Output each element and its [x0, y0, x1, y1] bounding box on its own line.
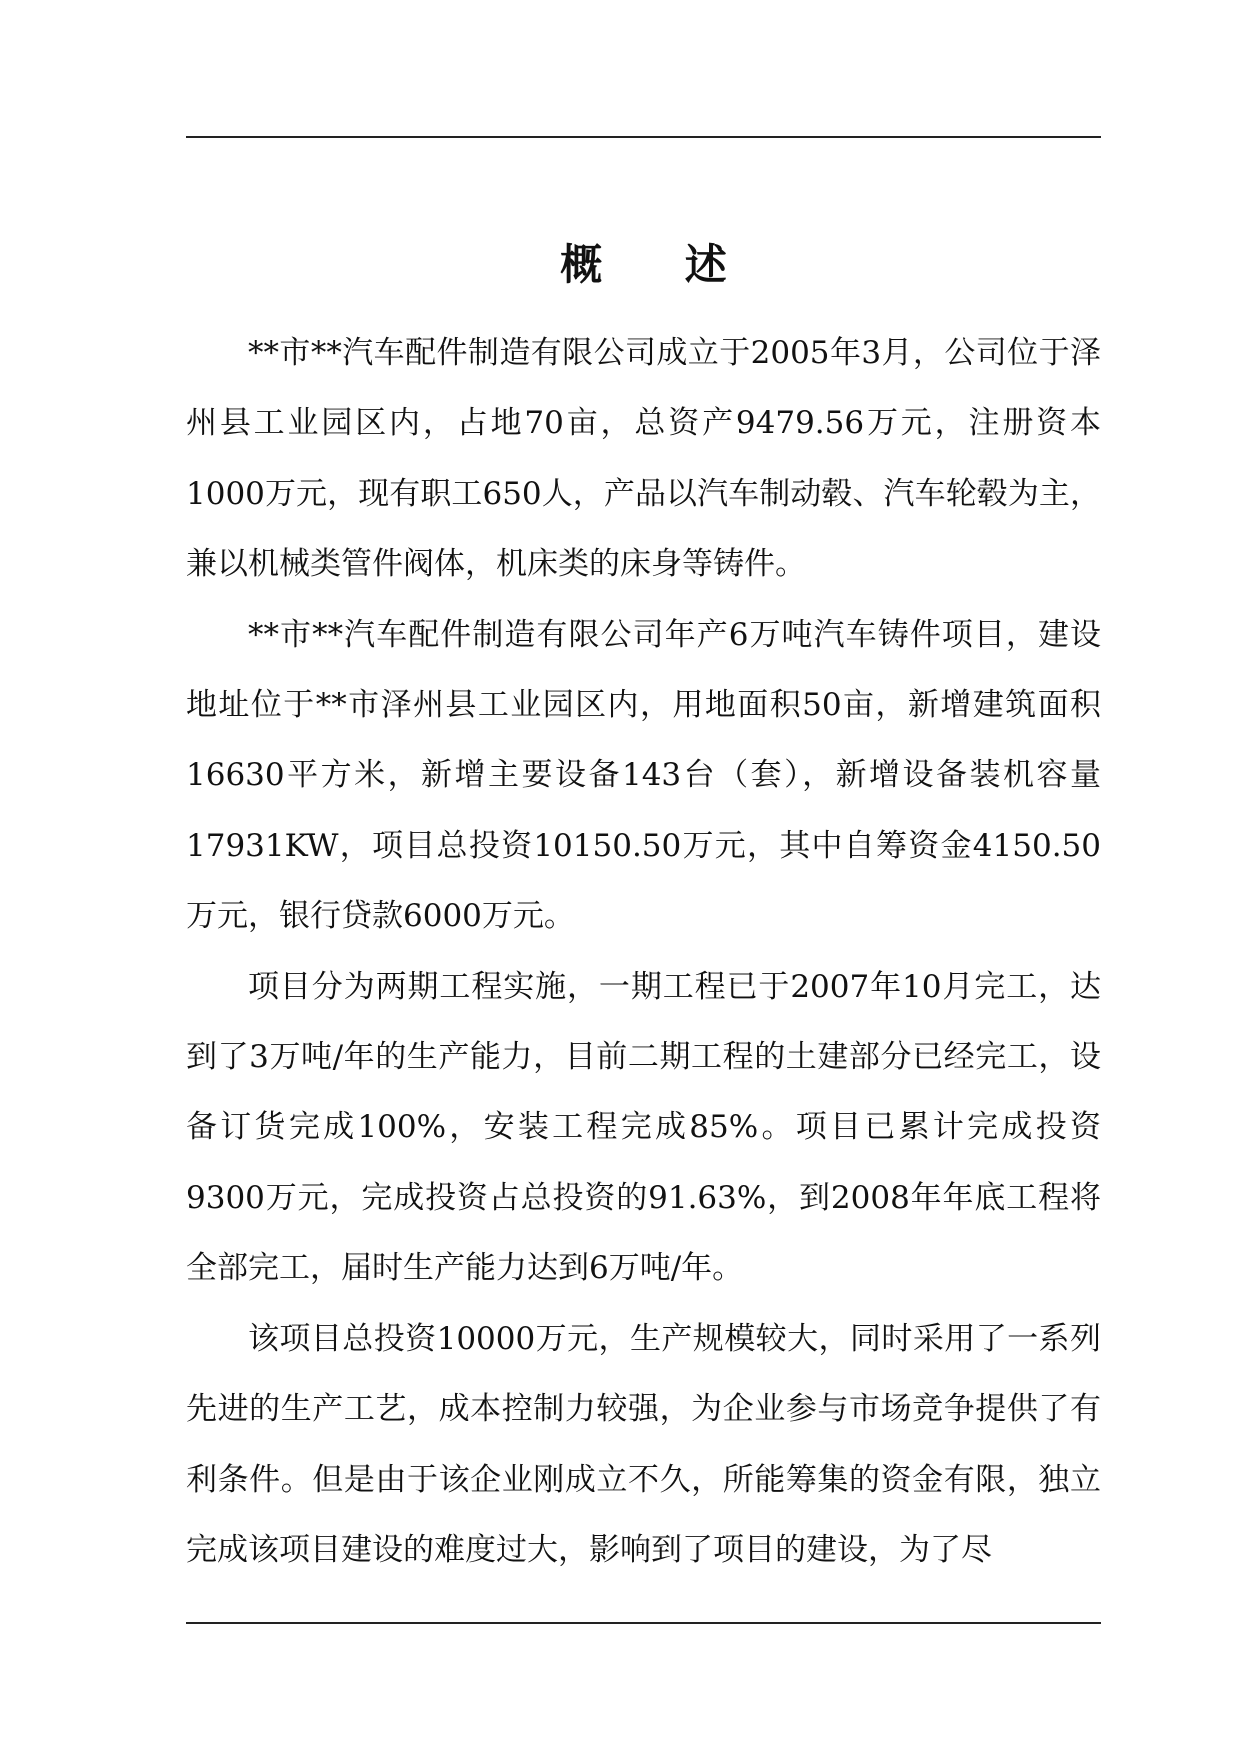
header-rule [186, 136, 1101, 138]
footer-rule [186, 1622, 1101, 1624]
paragraph-project-progress: 项目分为两期工程实施，一期工程已于2007年10月完工，达到了3万吨/年的生产能力，目前二期工程的土建部分已经完工，设备订货完成100%，安装工程完成85%。项目已累计完成投资9300万元，完成投资占总投资的91.63%，到2008年年底工程将全部完工，届时生产能力达到6万吨/年。 [186, 968, 1101, 1287]
document-body [186, 318, 1101, 1585]
page-title: 概 述 [560, 240, 761, 290]
paragraph-project-investment: 该项目总投资10000万元，生产规模较大，同时采用了一系列先进的生产工艺，成本控制力较强，为企业参与市场竞争提供了有利条件。但是由于该企业刚成立不久，所能筹集的资金有限，独立完成该项目建设的难度过大，影响到了项目的建设，为了尽 [186, 1320, 1101, 1568]
paragraph-company-profile: **市**汽车配件制造有限公司成立于2005年3月，公司位于泽州县工业园区内，占地70亩，总资产9479.56万元，注册资本1000万元，现有职工650人，产品以汽车制动毂、汽车轮毂为主，兼以机械类管件阀体，机床类的床身等铸件。 [186, 335, 1101, 583]
paragraph-project-overview: **市**汽车配件制造有限公司年产6万吨汽车铸件项目，建设地址位于**市泽州县工业园区内，用地面积50亩，新增建筑面积16630平方米，新增主要设备143台（套），新增设备装机容量17931KW，项目总投资10150.50万元，其中自筹资金4150.50万元，银行贷款6000万元。 [186, 616, 1101, 935]
